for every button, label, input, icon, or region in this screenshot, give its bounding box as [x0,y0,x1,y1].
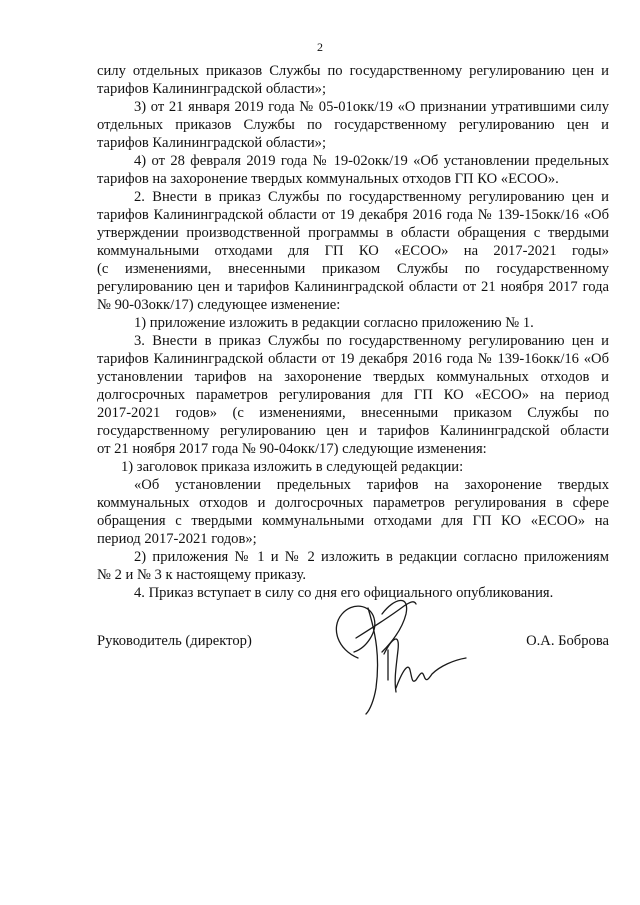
text-line: 1) заголовок приказа изложить в следующей редакции: [121,459,464,475]
text-line: (с изменениями, внесенными приказом Службы по государственному [97,261,609,277]
text-line: 3) от 21 января 2019 года № 05-01окк/19 «О признании утратившими силу [134,99,609,115]
text-line: тарифов на захоронение твердых коммунальных отходов ГП КО «ЕСОО». [97,171,559,187]
text-line: 4. Приказ вступает в силу со дня его официального опубликования. [134,585,554,601]
signature-block [97,632,609,652]
text-line: 2017-2021 годов» (с изменениями, внесенными приказом Службы по [97,405,609,421]
text-line: 3. Внести в приказ Службы по государственному регулированию цен и [134,333,609,349]
text-line: № 90-03окк/17) следующее изменение: [97,297,341,313]
text-line: от 21 ноября 2017 года № 90-04окк/17) следующие изменения: [97,441,487,457]
text-line: обращения с твердыми коммунальными отходами для ГП КО «ЕСОО» на [97,513,609,529]
text-line: долгосрочных параметров регулирования для ГП КО «ЕСОО» на период [97,387,609,403]
text-line: «Об установлении предельных тарифов на захоронение твердых [134,477,609,493]
text-line: коммунальными отходами для ГП КО «ЕСОО» на 2017-2021 годы» [97,243,609,259]
document-body [97,62,609,602]
text-line: регулированию цен и тарифов Калининградской области от 21 ноября 2017 года [97,279,609,295]
text-line: утверждении производственной программы в области обращения с твердыми [97,225,609,241]
signatory-name: О.А. Боброва [526,633,609,649]
text-line: 2) приложения № 1 и № 2 изложить в редакции согласно приложениям [134,549,609,565]
text-line: государственному регулированию цен и тарифов Калининградской области [97,423,609,439]
text-line: 1) приложение изложить в редакции согласно приложению № 1. [134,315,534,331]
text-line: отдельных приказов Службы по государственному регулированию цен и [97,117,609,133]
text-line: силу отдельных приказов Службы по государственному регулированию цен и [97,63,609,79]
signatory-position: Руководитель (директор) [97,633,252,649]
handwritten-signature [318,588,468,716]
text-line: № 2 и № 3 к настоящему приказу. [97,567,307,583]
text-line: установлении тарифов на захоронение твердых коммунальных отходов и [97,369,609,385]
text-line: тарифов Калининградской области»; [97,81,327,97]
text-line: коммунальных отходов и долгосрочных параметров регулирования в сфере [97,495,609,511]
page-number: 2 [317,40,323,54]
text-line: период 2017-2021 годов»; [97,531,257,547]
text-line: тарифов Калининградской области от 19 декабря 2016 года № 139-15окк/16 «Об [97,207,609,223]
text-line: 4) от 28 февраля 2019 года № 19-02окк/19 «Об установлении предельных [134,153,609,169]
text-line: тарифов Калининградской области»; [97,135,327,151]
text-line: 2. Внести в приказ Службы по государственному регулированию цен и [134,189,609,205]
text-line: тарифов Калининградской области от 19 декабря 2016 года № 139-16окк/16 «Об [97,351,609,367]
